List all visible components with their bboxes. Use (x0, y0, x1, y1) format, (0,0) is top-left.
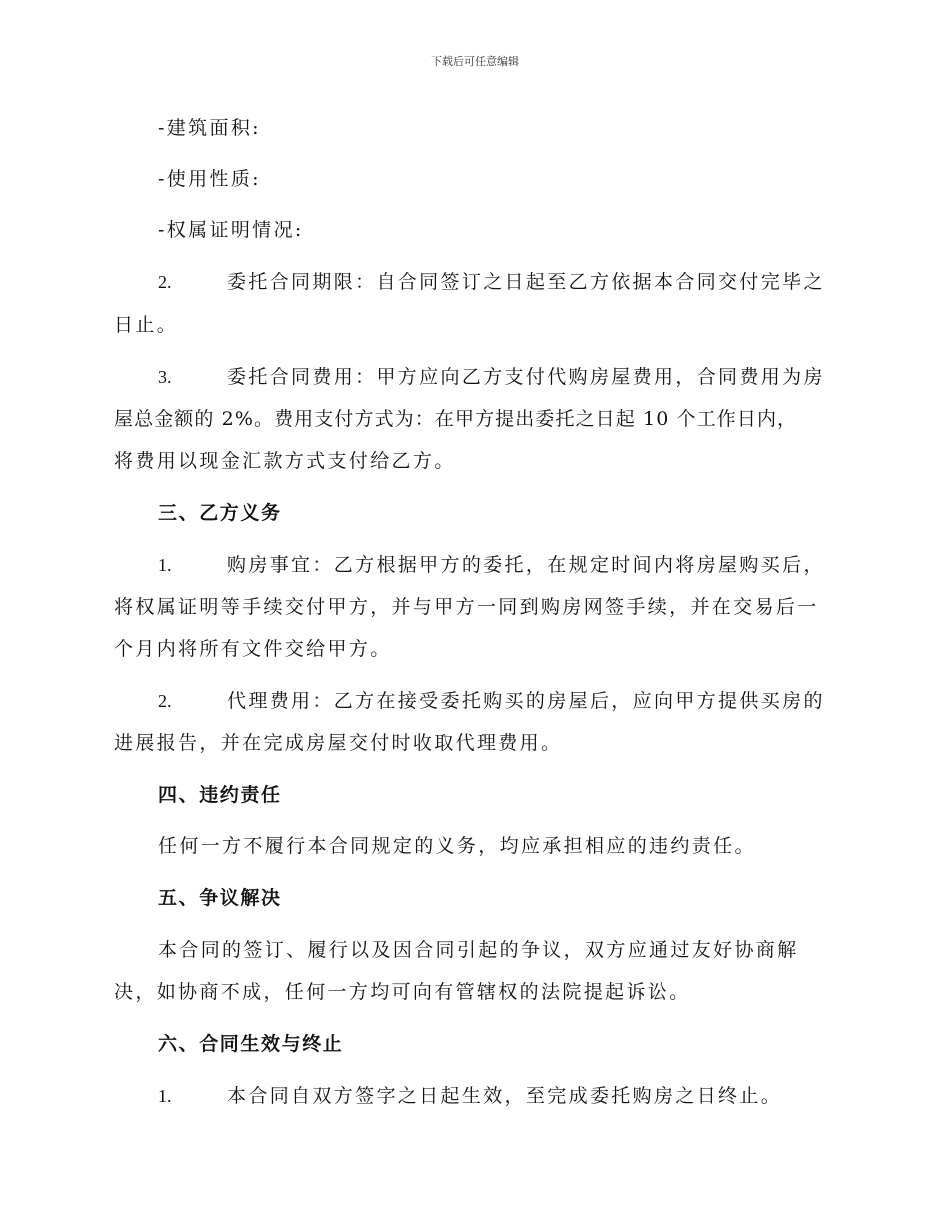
clause-3-line-3: 将费用以现金汇款方式支付给乙方。 (114, 450, 456, 472)
clause-2-line-2: 日止。 (114, 314, 179, 336)
item-number: 2. (158, 691, 172, 711)
clause-2-line-1 (158, 270, 825, 294)
clause-text: 委托合同期限：自合同签订之日起至乙方依据本合同交付完毕之 (227, 271, 825, 293)
section-4-text: 任何一方不履行本合同规定的义务，均应承担相应的违约责任。 (158, 835, 756, 857)
building-area-line: -建筑面积: (158, 117, 261, 139)
item-text: 本合同自双方签字之日起生效，至完成委托购房之日终止。 (227, 1085, 783, 1107)
clause-3-line-2: 屋总金额的 2%。费用支付方式为：在甲方提出委托之日起 10 个工作日内， (114, 408, 798, 430)
section-3-item-1-line-2: 将权属证明等手续交付甲方，并与甲方一同到购房网签手续，并在交易后一 (114, 596, 819, 618)
section-6-item-1 (158, 1084, 782, 1108)
section-3-item-2-line-2: 进展报告，并在完成房屋交付时收取代理费用。 (114, 732, 563, 754)
item-text: 代理费用：乙方在接受委托购买的房屋后，应向甲方提供买房的 (227, 690, 825, 712)
section-5-heading: 五、争议解决 (158, 887, 282, 909)
item-number: 1. (158, 1086, 172, 1106)
section-3-item-2-line-1 (158, 689, 825, 713)
section-5-text-line-1: 本合同的签订、履行以及因合同引起的争议，双方应通过友好协商解 (158, 939, 799, 961)
section-6-heading: 六、合同生效与终止 (158, 1033, 344, 1055)
ownership-proof-line: -权属证明情况: (158, 219, 304, 241)
section-5-text-line-2: 决，如协商不成，任何一方均可向有管辖权的法院提起诉讼。 (114, 981, 691, 1003)
clause-3-line-1 (158, 365, 825, 389)
section-3-heading: 三、乙方义务 (158, 502, 282, 524)
clause-text: 委托合同费用：甲方应向乙方支付代购房屋费用，合同费用为房 (227, 366, 825, 388)
page-header: 下载后可任意编辑 (431, 55, 519, 68)
item-number: 1. (158, 555, 172, 575)
usage-nature-line: -使用性质: (158, 168, 261, 190)
clause-number: 2. (158, 272, 172, 292)
section-3-item-1-line-3: 个月内将所有文件交给甲方。 (114, 638, 392, 660)
item-text: 购房事宜：乙方根据甲方的委托，在规定时间内将房屋购买后， (227, 554, 825, 576)
clause-number: 3. (158, 367, 172, 387)
section-3-item-1-line-1 (158, 553, 825, 577)
section-4-heading: 四、违约责任 (158, 784, 282, 806)
